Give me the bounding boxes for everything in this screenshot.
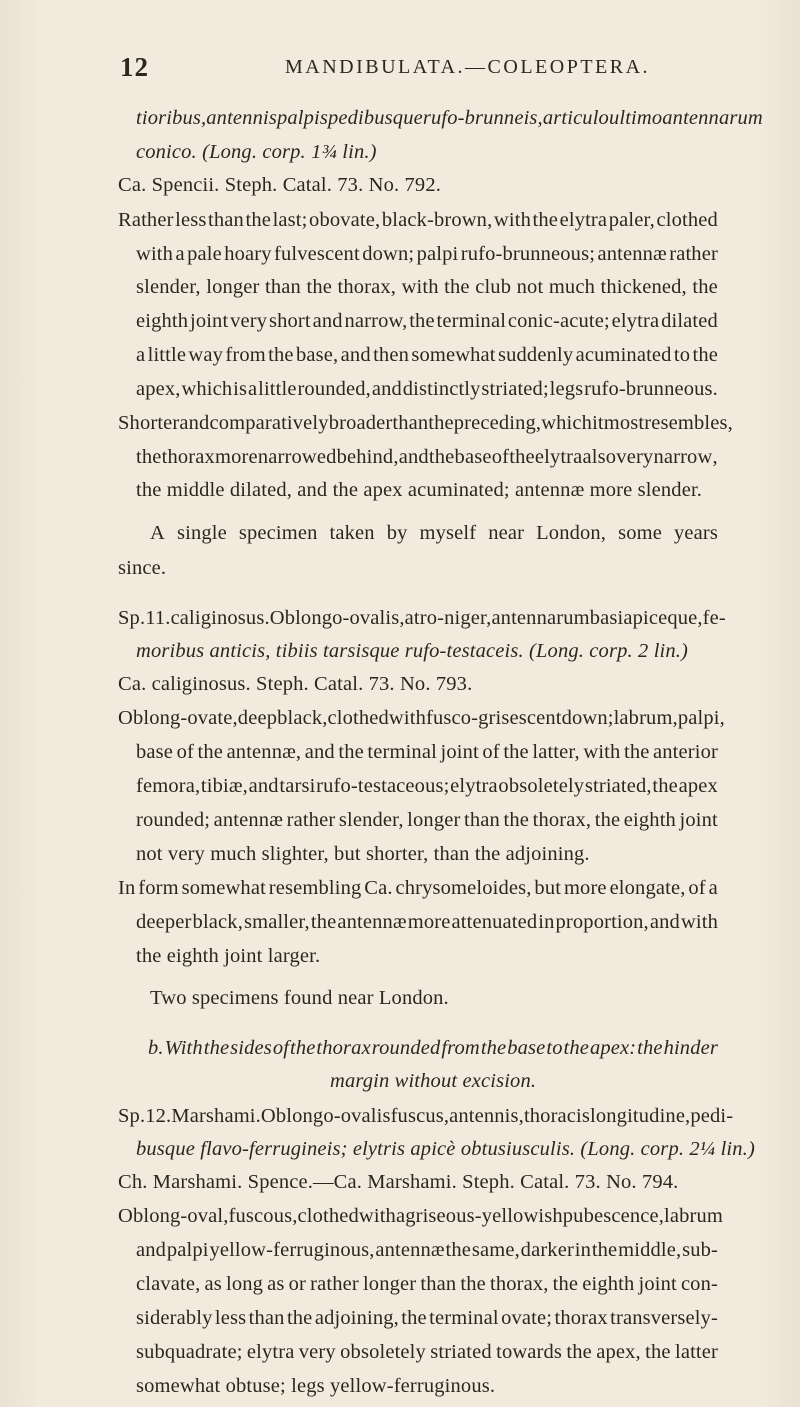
- text-line: since.: [118, 557, 167, 579]
- text-line: subquadrate; elytra very obsoletely striated towards the apex, the latter: [136, 1341, 718, 1363]
- text-line: Oblong-ovate, deep black, clothed with fusco-grisescent down; labrum, palpi,: [118, 707, 725, 729]
- text-line: Sp. 12. Marshami. Oblongo-ovalis fuscus, antennis, thoracis longitudine, pedi-: [118, 1105, 734, 1127]
- text-line: the thorax more narrowed behind, and the base of the elytra also very narrow ,: [136, 446, 718, 468]
- text-line: moribus anticis, tibiis tarsisque rufo-testaceis. (Long. corp. 2 lin.): [136, 640, 689, 662]
- text-line: tioribus, antennis palpis pedibusque rufo-brunneis, articulo ultimo antennarum: [136, 107, 763, 129]
- text-line: eighth joint very short and narrow, the terminal conic-acute; elytra dilated: [136, 310, 718, 332]
- text-line: femora, tibiæ, and tarsi rufo-testaceous; elytra obsoletely striated, the apex: [136, 775, 718, 797]
- text-line: In form somewhat resembling Ca. chrysomeloides, but more elongate, of a: [118, 877, 718, 899]
- text-line: with a pale hoary fulvescent down; palpi rufo-brunneous; antennæ rather: [136, 243, 718, 265]
- text-line: a little way from the base, and then somewhat suddenly acuminated to the: [136, 344, 718, 366]
- page-header: [120, 52, 720, 82]
- text-line: Ca. Spencii. Steph. Catal. 73. No. 792.: [118, 174, 441, 196]
- text-line: Shorter and comparatively broader than the preceding, which it most resembles,: [118, 412, 733, 434]
- text-line: the eighth joint larger.: [136, 945, 321, 967]
- text-line: deeper black, smaller, the antennæ more attenuated in proportion, and with: [136, 911, 718, 933]
- text-line: Ch. Marshami. Spence.—Ca. Marshami. Steph. Catal. 73. No. 794.: [118, 1171, 679, 1193]
- text-line: conico. (Long. corp. 1¾ lin.): [136, 141, 377, 163]
- text-line: apex, which is a little rounded, and distinctly striated; legs rufo-brunneous.: [136, 378, 718, 400]
- text-line: b. With the sides of the thorax rounded from the base to the apex: the hinder: [148, 1037, 718, 1059]
- text-line: Ca. caliginosus. Steph. Catal. 73. No. 793.: [118, 673, 473, 695]
- text-line: clavate, as long as or rather longer than the thorax, the eighth joint con-: [136, 1273, 718, 1295]
- text-line: the middle dilated, and the apex acuminated; antennæ more slender.: [136, 479, 703, 501]
- page-number: 12: [120, 52, 149, 82]
- text-line: somewhat obtuse; legs yellow-ferruginous.: [136, 1375, 496, 1397]
- text-line: Rather less than the last; obovate, black-brown, with the elytra paler, clothed: [118, 209, 718, 231]
- text-line: busque flavo-ferrugineis; elytris apicè obtusiusculis. (Long. corp. 2¼ lin.): [136, 1138, 755, 1160]
- text-line: margin without excision.: [330, 1070, 537, 1092]
- text-line: Sp. 11. caliginosus. Oblongo-ovalis, atro-niger, antennarum basi apiceque, fe-: [118, 607, 726, 629]
- text-line: siderably less than the adjoining, the terminal ovate; thorax transversely-: [136, 1307, 718, 1329]
- text-line: not very much slighter, but shorter, than the adjoining.: [136, 843, 590, 865]
- running-head: MANDIBULATA.—COLEOPTERA.: [285, 56, 651, 78]
- text-line: A single specimen taken by myself near London, some years: [150, 522, 718, 544]
- text-line: slender, longer than the thorax, with the club not much thickened, the: [136, 276, 718, 298]
- text-line: and palpi yellow-ferruginous, antennæ the same, darker in the middle, sub-: [136, 1239, 718, 1261]
- text-line: base of the antennæ, and the terminal joint of the latter, with the anterior: [136, 741, 718, 763]
- text-line: Two specimens found near London.: [150, 987, 449, 1009]
- text-line: Oblong-oval, fuscous, clothed with a griseous-yellowish pubescence, labrum: [118, 1205, 723, 1227]
- text-line: rounded; antennæ rather slender, longer than the thorax, the eighth joint: [136, 809, 718, 831]
